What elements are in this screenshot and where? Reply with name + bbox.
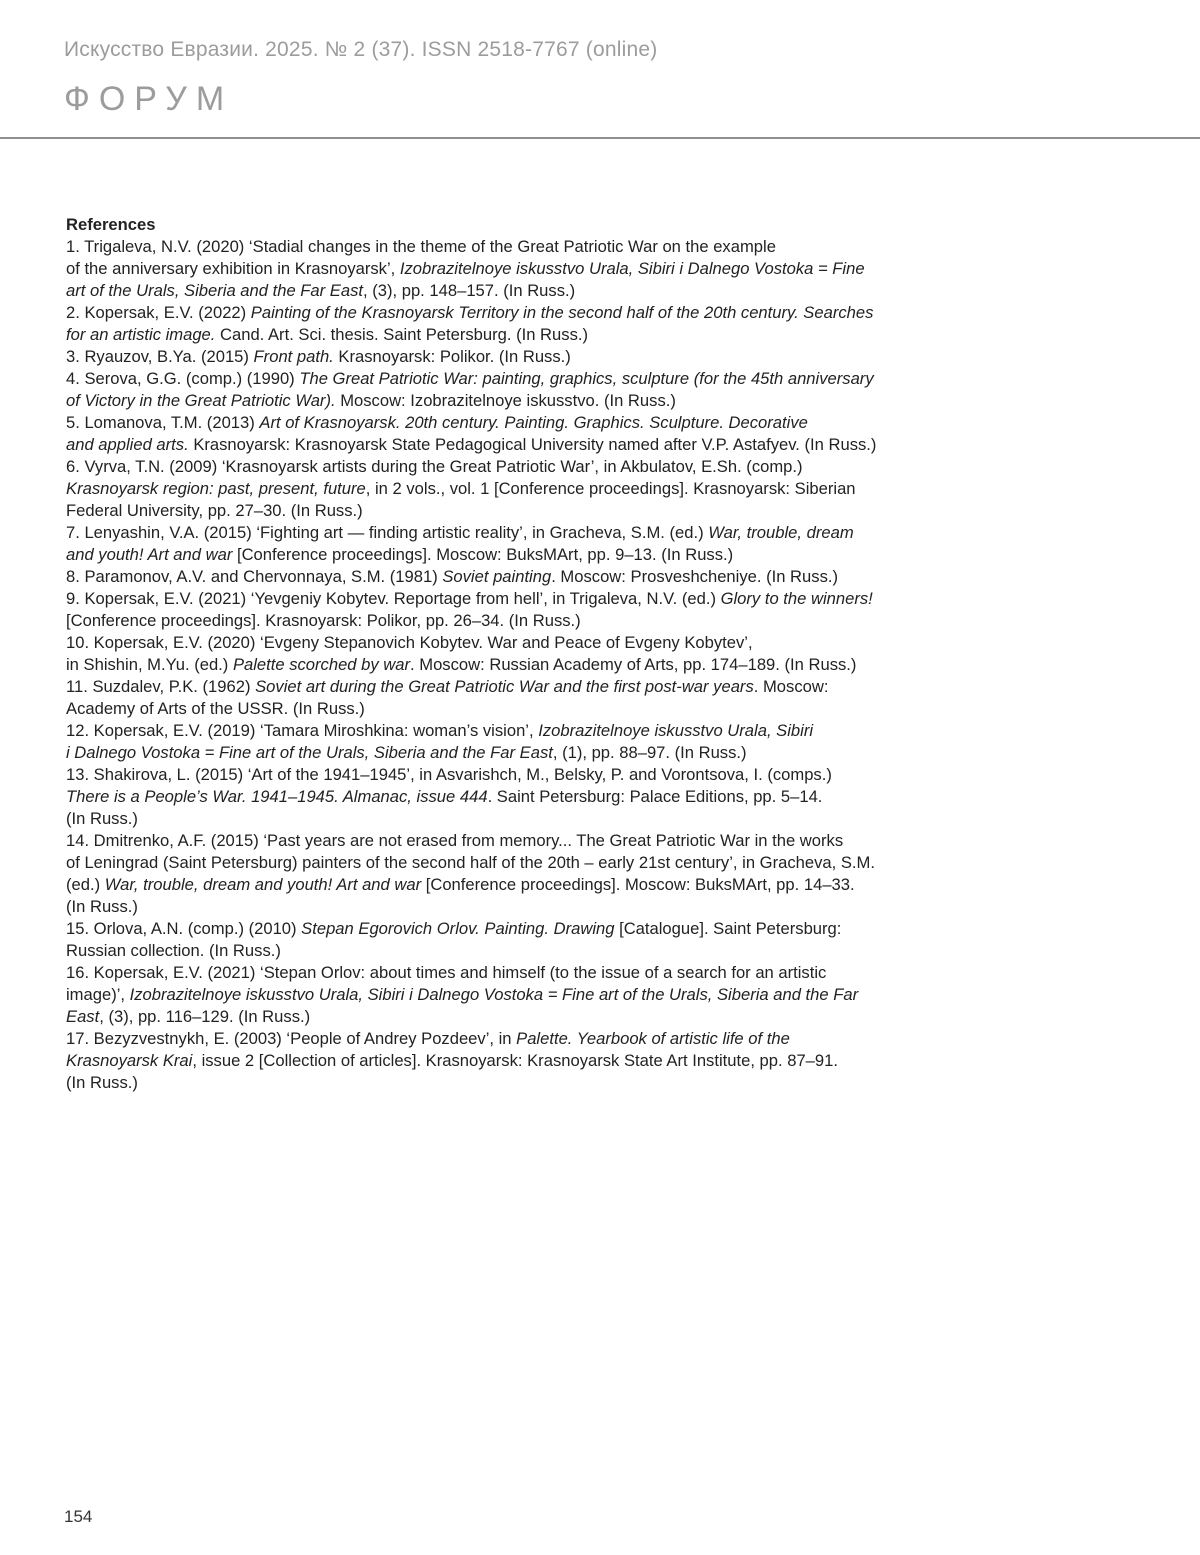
reference-line [66,456,966,478]
reference-text: (In Russ.) [66,809,138,828]
reference-line [66,962,966,984]
reference-line [66,588,966,610]
reference-title-text: Soviet art during the Great Patriotic War and the first post-war years [255,677,754,696]
reference-line [66,258,966,280]
reference-title-text: i Dalnego Vostoka = Fine art of the Urals, Siberia and the Far East [66,743,553,762]
reference-text: 13. Shakirova, L. (2015) ‘Art of the 1941–1945’, in Asvarishch, M., Belsky, P. and Vorontsova, I. (comps.) [66,765,832,784]
reference-line [66,1050,966,1072]
reference-text: , issue 2 [Collection of articles]. Krasnoyarsk: Krasnoyarsk State Art Institute, pp. 87–91. [192,1051,838,1070]
reference-line [66,500,966,522]
reference-line [66,786,966,808]
reference-title-text: for an artistic image. [66,325,216,344]
reference-line [66,434,966,456]
reference-title-text: art of the Urals, Siberia and the Far East [66,281,363,300]
reference-text: 11. Suzdalev, P.K. (1962) [66,677,256,696]
reference-text: 9. Kopersak, E.V. (2021) ‘Yevgeniy Kobytev. Reportage from hell’, in Trigaleva, N.V. (ed.) [66,589,721,608]
reference-text: . Moscow: Prosveshcheniye. (In Russ.) [551,567,839,586]
reference-text: 1. Trigaleva, N.V. (2020) ‘Stadial changes in the theme of the Great Patriotic War on the example [66,237,776,256]
reference-line [66,896,966,918]
reference-title-text: Krasnoyarsk Krai [66,1051,193,1070]
reference-line [66,940,966,962]
reference-title-text: Izobrazitelnoye iskusstvo Urala, Sibiri i Dalnego Vostoka = Fine art of the Urals, Siberia and the Far [129,985,859,1004]
reference-line [66,544,966,566]
reference-text: (ed.) [66,875,105,894]
reference-line [66,874,966,896]
reference-line [66,610,966,632]
reference-text: [Conference proceedings]. Moscow: BuksMArt, pp. 9–13. (In Russ.) [232,545,734,564]
reference-text: in Shishin, M.Yu. (ed.) [66,655,233,674]
reference-text: 2. Kopersak, E.V. (2022) [66,303,251,322]
reference-line [66,654,966,676]
reference-title-text: Krasnoyarsk region: past, present, future [66,479,366,498]
reference-line [66,522,966,544]
reference-text: [Conference proceedings]. Moscow: BuksMArt, pp. 14–33. [421,875,855,894]
reference-title-text: Art of Krasnoyarsk. 20th century. Painting. Graphics. Sculpture. Decorative [259,413,808,432]
reference-title-text: Palette. Yearbook of artistic life of the [516,1029,790,1048]
reference-line [66,632,966,654]
reference-line [66,852,966,874]
reference-line [66,984,966,1006]
reference-text: 3. Ryauzov, B.Ya. (2015) [66,347,254,366]
reference-line [66,566,966,588]
reference-line [66,368,966,390]
reference-line [66,1006,966,1028]
reference-text: of Leningrad (Saint Petersburg) painters of the second half of the 20th – early 21st century’, in Gracheva, S.M. [66,853,875,872]
reference-line [66,698,966,720]
reference-line [66,478,966,500]
reference-text: [Conference proceedings]. Krasnoyarsk: Polikor, pp. 26–34. (In Russ.) [66,611,581,630]
references-list [66,236,966,1094]
reference-text: 6. Vyrva, T.N. (2009) ‘Krasnoyarsk artists during the Great Patriotic War’, in Akbulatov, E.Sh. (comp.) [66,457,803,476]
reference-title-text: Soviet painting [442,567,552,586]
reference-line [66,390,966,412]
reference-title-text: Stepan Egorovich Orlov. Painting. Drawing [301,919,615,938]
reference-title-text: Front path. [253,347,334,366]
page-number: 154 [64,1507,93,1526]
reference-text: Academy of Arts of the USSR. (In Russ.) [66,699,365,718]
section-title: ФОРУМ [64,80,234,118]
reference-text: . Moscow: Russian Academy of Arts, pp. 174–189. (In Russ.) [410,655,857,674]
reference-line [66,236,966,258]
reference-title-text: and applied arts. [66,435,189,454]
references-heading: References [66,215,156,234]
reference-text: Krasnoyarsk: Krasnoyarsk State Pedagogical University named after V.P. Astafyev. (In Russ.) [188,435,877,454]
reference-text: (In Russ.) [66,1073,138,1092]
reference-line [66,302,966,324]
reference-text: , (1), pp. 88–97. (In Russ.) [552,743,747,762]
reference-line [66,918,966,940]
reference-text: Krasnoyarsk: Polikor. (In Russ.) [333,347,571,366]
reference-text: 8. Paramonov, A.V. and Chervonnaya, S.M. (1981) [66,567,443,586]
reference-title-text: East [66,1007,100,1026]
reference-line [66,720,966,742]
reference-line [66,324,966,346]
journal-header: Искусство Евразии. 2025. № 2 (37). ISSN 2518-7767 (online) [64,38,658,61]
reference-text: of the anniversary exhibition in Krasnoyarsk’, [66,259,400,278]
references-section [66,214,966,1094]
reference-text: 7. Lenyashin, V.A. (2015) ‘Fighting art — finding artistic reality’, in Gracheva, S.M. (ed.) [66,523,709,542]
reference-title-text: of Victory in the Great Patriotic War). [66,391,336,410]
reference-text: Russian collection. (In Russ.) [66,941,281,960]
reference-line [66,830,966,852]
reference-line [66,412,966,434]
reference-text: [Catalogue]. Saint Petersburg: [614,919,842,938]
header-divider [0,137,1200,139]
reference-line [66,764,966,786]
reference-title-text: Glory to the winners! [720,589,873,608]
reference-title-text: War, trouble, dream [708,523,854,542]
reference-text: , (3), pp. 148–157. (In Russ.) [363,281,576,300]
reference-title-text: Izobrazitelnoye iskusstvo Urala, Sibiri [538,721,814,740]
reference-title-text: Izobrazitelnoye iskusstvo Urala, Sibiri i Dalnego Vostoka = Fine [399,259,865,278]
reference-line [66,1028,966,1050]
reference-text: 10. Kopersak, E.V. (2020) ‘Evgeny Stepanovich Kobytev. War and Peace of Evgeny Kobytev’, [66,633,753,652]
reference-line [66,1072,966,1094]
reference-text: 14. Dmitrenko, A.F. (2015) ‘Past years are not erased from memory... The Great Patriotic War in the works [66,831,844,850]
reference-line [66,676,966,698]
reference-text: , in 2 vols., vol. 1 [Conference proceedings]. Krasnoyarsk: Siberian [365,479,856,498]
reference-text: image)’, [66,985,130,1004]
reference-text: 5. Lomanova, T.M. (2013) [66,413,260,432]
reference-title-text: There is a People’s War. 1941–1945. Almanac, issue 444 [66,787,488,806]
reference-text: . Saint Petersburg: Palace Editions, pp. 5–14. [487,787,823,806]
reference-line [66,280,966,302]
reference-text: Cand. Art. Sci. thesis. Saint Petersburg. (In Russ.) [215,325,588,344]
reference-line [66,742,966,764]
reference-title-text: War, trouble, dream and youth! Art and war [104,875,422,894]
reference-line [66,346,966,368]
reference-text: 4. Serova, G.G. (comp.) (1990) [66,369,300,388]
reference-text: , (3), pp. 116–129. (In Russ.) [99,1007,311,1026]
reference-title-text: and youth! Art and war [66,545,233,564]
reference-text: 16. Kopersak, E.V. (2021) ‘Stepan Orlov: about times and himself (to the issue of a search for an artistic [66,963,827,982]
reference-text: 12. Kopersak, E.V. (2019) ‘Tamara Miroshkina: woman’s vision’, [66,721,539,740]
reference-text: Federal University, pp. 27–30. (In Russ.) [66,501,363,520]
reference-line [66,808,966,830]
reference-text: Moscow: Izobrazitelnoye iskusstvo. (In Russ.) [335,391,676,410]
reference-title-text: Painting of the Krasnoyarsk Territory in the second half of the 20th century. Searches [250,303,874,322]
reference-text: 15. Orlova, A.N. (comp.) (2010) [66,919,302,938]
reference-text: (In Russ.) [66,897,138,916]
reference-text: 17. Bezyzvestnykh, E. (2003) ‘People of Andrey Pozdeev’, in [66,1029,517,1048]
reference-title-text: The Great Patriotic War: painting, graphics, sculpture (for the 45th anniversary [299,369,874,388]
reference-title-text: Palette scorched by war [232,655,411,674]
reference-text: . Moscow: [753,677,829,696]
